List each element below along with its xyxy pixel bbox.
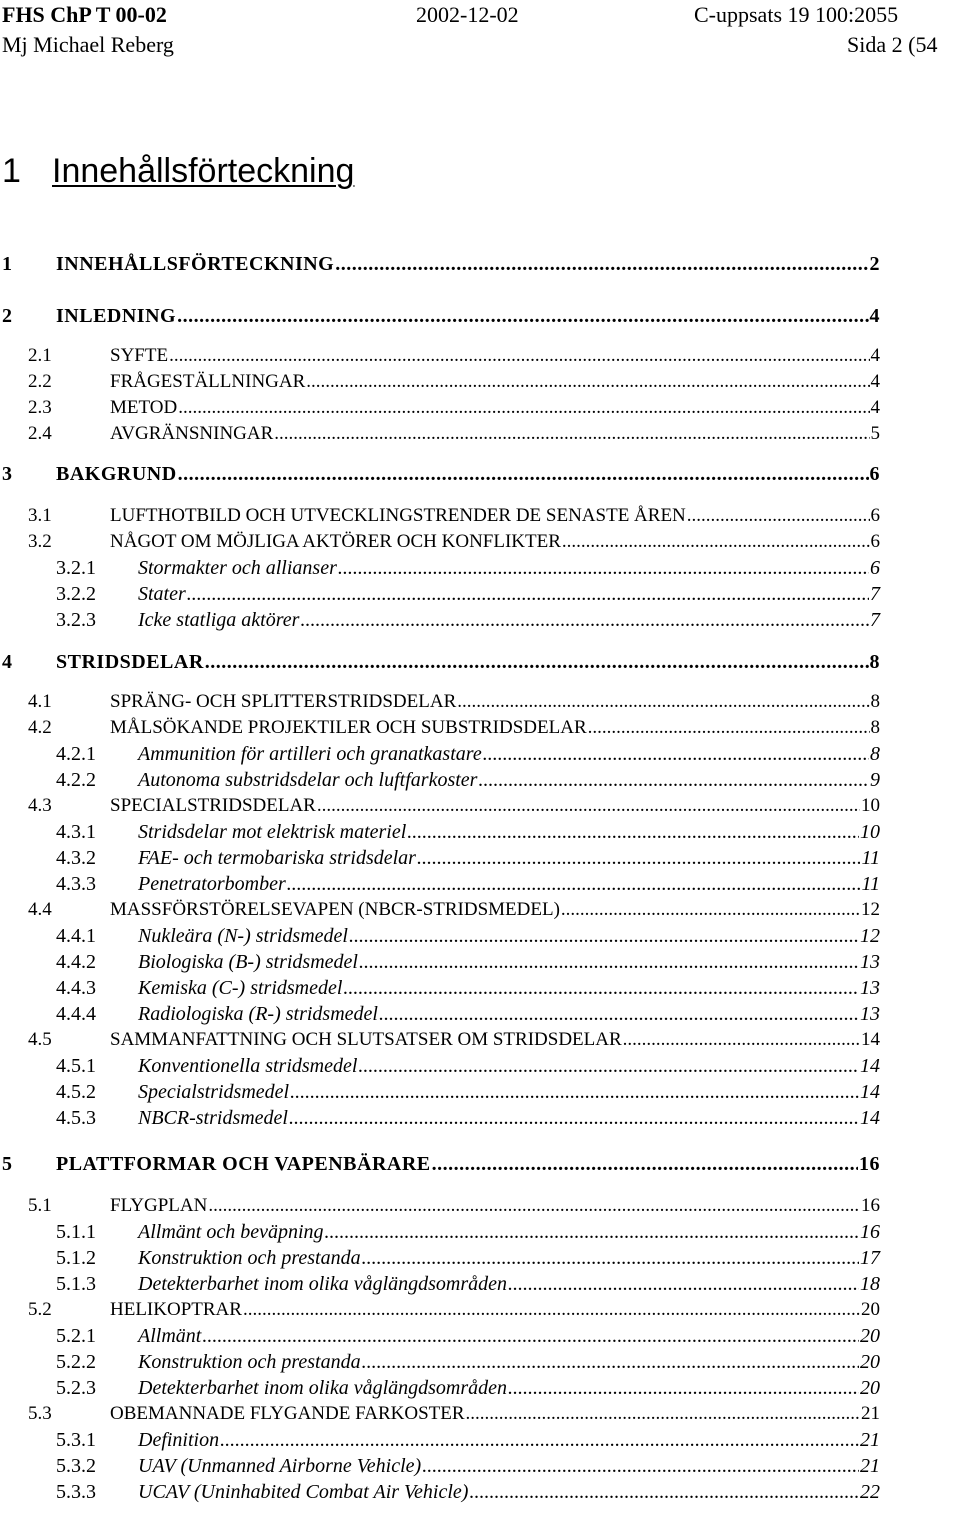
toc-entry[interactable] [0,925,960,951]
toc-entry-leader-line [110,423,880,445]
toc-entry-number: 4 [2,651,13,673]
toc-entry-title: Ammunition för artilleri och granatkastare [138,743,482,765]
toc-entry-leader-line [138,1107,880,1130]
toc-entry[interactable] [0,463,960,489]
toc-entry-page: 16 [860,1221,880,1243]
toc-entry-number: 4.1 [28,691,52,712]
toc-entry-leader-line [138,1081,880,1104]
toc-dot-leader [178,397,869,419]
toc-entry-page: 20 [861,1299,880,1320]
toc-entry-page: 14 [860,1107,880,1129]
toc-dot-leader [422,1455,859,1478]
toc-dot-leader [349,925,859,948]
page-header-line-2 [0,32,960,62]
toc-entry-title: Detekterbarhet inom olika våglängdsområden [138,1377,508,1399]
toc-entry-leader-line [110,397,880,419]
toc-entry-number: 4.3.2 [56,847,96,869]
toc-entry[interactable] [0,1107,960,1133]
toc-entry-number: 4.4.1 [56,925,96,947]
toc-entry-page: 7 [870,609,880,631]
toc-dot-leader [178,463,869,486]
toc-entry[interactable] [0,1153,960,1179]
toc-entry-leader-line [138,951,880,974]
toc-entry[interactable] [0,1403,960,1429]
toc-entry-title: INLEDNING [56,305,177,327]
toc-entry-number: 5.3.2 [56,1455,96,1477]
toc-entry-page: 8 [870,743,880,765]
toc-entry[interactable] [0,505,960,531]
toc-entry-leader-line [110,1195,880,1217]
toc-entry-leader-line [138,1377,880,1400]
toc-entry-title: Nukleära (N-) stridsmedel [138,925,348,947]
toc-entry-page: 8 [869,651,880,673]
toc-dot-leader [562,531,870,553]
toc-entry[interactable] [0,717,960,743]
toc-entry-title: BAKGRUND [56,463,177,485]
toc-entry-number: 4.3.3 [56,873,96,895]
toc-entry-number: 3.2 [28,531,52,552]
toc-entry-number: 5.1 [28,1195,52,1216]
toc-entry-page: 18 [860,1273,880,1295]
toc-dot-leader [466,1403,860,1425]
toc-entry[interactable] [0,1029,960,1055]
toc-entry-title: PLATTFORMAR OCH VAPENBÄRARE [56,1153,431,1175]
toc-entry[interactable] [0,899,960,925]
toc-entry-title: MASSFÖRSTÖRELSEVAPEN (NBCR-STRIDSMEDEL) [110,899,560,920]
toc-entry-page: 14 [860,1055,880,1077]
toc-dot-leader [407,821,859,844]
toc-entry[interactable] [0,1273,960,1299]
toc-entry-number: 4.5.1 [56,1055,96,1077]
toc-entry-page: 4 [870,397,880,418]
toc-entry-page: 22 [860,1481,880,1503]
toc-entry-number: 2.2 [28,371,52,392]
toc-entry-title: NBCR-stridsmedel [138,1107,288,1129]
toc-entry-leader-line [138,583,880,606]
toc-entry-number: 5.2.1 [56,1325,96,1347]
toc-entry-leader-line [56,1153,880,1176]
toc-entry[interactable] [0,609,960,635]
toc-entry-leader-line [138,977,880,1000]
toc-entry-page: 6 [869,463,880,485]
toc-entry[interactable] [0,1221,960,1247]
toc-dot-leader [290,1081,859,1104]
toc-dot-leader [379,1003,859,1026]
toc-entry-leader-line [110,717,880,739]
toc-entry[interactable] [0,1195,960,1221]
toc-entry-leader-line [110,531,880,553]
toc-entry-leader-line [138,1455,880,1478]
toc-entry-page: 6 [870,557,880,579]
toc-entry-page: 5 [870,423,880,444]
toc-entry-title: FAE- och termobariska stridsdelar [138,847,416,869]
page-title-text: Innehållsförteckning [52,152,355,190]
toc-entry-number: 3.2.2 [56,583,96,605]
toc-entry-title: Stridsdelar mot elektrisk materiel [138,821,407,843]
toc-entry-leader-line [138,609,880,632]
toc-entry[interactable] [0,1247,960,1273]
toc-entry-title: UAV (Unmanned Airborne Vehicle) [138,1455,422,1477]
toc-entry-leader-line [138,1003,880,1026]
toc-dot-leader [335,253,868,276]
toc-entry-title: FLYGPLAN [110,1195,208,1216]
toc-dot-leader [220,1429,859,1452]
toc-entry[interactable] [0,769,960,795]
toc-entry-number: 5.1.2 [56,1247,96,1269]
toc-entry-leader-line [138,557,880,580]
toc-entry-title: Specialstridsmedel [138,1081,290,1103]
toc-dot-leader [289,1107,859,1130]
toc-entry-title: Detekterbarhet inom olika våglängdsområden [138,1273,508,1295]
toc-entry-page: 10 [861,795,880,816]
toc-entry[interactable] [0,873,960,899]
toc-entry-page: 7 [870,583,880,605]
toc-entry[interactable] [0,847,960,873]
toc-entry[interactable] [0,1481,960,1507]
toc-entry[interactable] [0,1003,960,1029]
toc-entry-leader-line [110,371,880,393]
toc-dot-leader [343,977,859,1000]
toc-entry-title: Kemiska (C-) stridsmedel [138,977,343,999]
toc-entry-title: HELIKOPTRAR [110,1299,242,1320]
toc-entry-title: Konventionella stridsmedel [138,1055,358,1077]
toc-entry-page: 8 [870,691,880,712]
toc-entry-leader-line [56,463,880,486]
toc-dot-leader [457,691,869,713]
toc-entry-number: 4.2.1 [56,743,96,765]
toc-entry-page: 21 [860,1455,880,1477]
toc-entry[interactable] [0,1429,960,1455]
toc-entry-page: 21 [861,1403,880,1424]
toc-entry[interactable] [0,1351,960,1377]
toc-dot-leader [478,769,869,792]
toc-entry-number: 5.2.3 [56,1377,96,1399]
toc-entry-leader-line [138,1325,880,1348]
toc-entry-page: 13 [860,951,880,973]
toc-entry[interactable] [0,345,960,371]
toc-dot-leader [202,1325,859,1348]
toc-dot-leader [169,345,869,367]
toc-entry-page: 20 [860,1351,880,1373]
toc-entry-number: 5.3.1 [56,1429,96,1451]
toc-entry-page: 12 [860,925,880,947]
page-title-number: 1 [2,152,21,190]
toc-entry-number: 2.3 [28,397,52,418]
toc-entry-page: 20 [860,1377,880,1399]
toc-entry-leader-line [56,305,880,328]
toc-entry[interactable] [0,1081,960,1107]
toc-entry-page: 8 [870,717,880,738]
page-number: Sida 2 (54 [847,32,938,57]
toc-entry-number: 3.1 [28,505,52,526]
toc-entry-title: Stormakter och allianser [138,557,337,579]
toc-entry-number: 5.1.3 [56,1273,96,1295]
toc-dot-leader [623,1029,860,1051]
toc-entry-page: 10 [860,821,880,843]
toc-entry-title: LUFTHOTBILD OCH UTVECKLINGSTRENDER DE SENASTE ÅREN [110,505,686,526]
toc-entry-number: 4.3.1 [56,821,96,843]
toc-entry[interactable] [0,795,960,821]
toc-dot-leader [177,305,868,328]
toc-entry-leader-line [110,345,880,367]
page-header-line-1 [0,2,960,32]
toc-entry-page: 21 [860,1429,880,1451]
toc-entry-number: 4.4.2 [56,951,96,973]
toc-entry-leader-line [110,1299,880,1321]
toc-entry-title: NÅGOT OM MÖJLIGA AKTÖRER OCH KONFLIKTER [110,531,561,552]
toc-entry-page: 9 [870,769,880,791]
toc-dot-leader [287,873,861,896]
toc-entry-number: 4.2 [28,717,52,738]
toc-dot-leader [338,557,869,580]
toc-entry-page: 4 [869,305,880,327]
toc-entry-leader-line [110,795,880,817]
toc-entry[interactable] [0,1455,960,1481]
toc-entry-page: 17 [860,1247,880,1269]
toc-entry-number: 3.2.3 [56,609,96,631]
toc-entry-title: Definition [138,1429,220,1451]
toc-entry-leader-line [138,1429,880,1452]
toc-entry-title: Autonoma substridsdelar och luftfarkoster [138,769,478,791]
toc-entry-number: 2 [2,305,13,327]
toc-entry-title: MÅLSÖKANDE PROJEKTILER OCH SUBSTRIDSDELAR [110,717,587,738]
toc-entry-title: Allmänt [138,1325,202,1347]
toc-dot-leader [306,371,869,393]
toc-entry-page: 16 [859,1153,880,1175]
toc-entry-title: SPRÄNG- OCH SPLITTERSTRIDSDELAR [110,691,457,712]
toc-entry-page: 12 [861,899,880,920]
toc-entry-title: Biologiska (B-) stridsmedel [138,951,358,973]
toc-entry[interactable] [0,305,960,331]
toc-entry[interactable] [0,253,960,279]
toc-entry-page: 11 [861,873,880,895]
toc-dot-leader [300,609,869,632]
toc-entry-number: 5.1.1 [56,1221,96,1243]
toc-entry-number: 1 [2,253,13,275]
toc-entry-number: 5.2.2 [56,1351,96,1373]
toc-entry[interactable] [0,1299,960,1325]
toc-entry-number: 2.4 [28,423,52,444]
toc-entry-number: 5.2 [28,1299,52,1320]
toc-entry-number: 3.2.1 [56,557,96,579]
toc-dot-leader [274,423,869,445]
toc-dot-leader [561,899,860,921]
toc-entry[interactable] [0,1325,960,1351]
toc-entry-title: SPECIALSTRIDSDELAR [110,795,316,816]
toc-entry-leader-line [138,873,880,896]
toc-entry-page: 6 [870,505,880,526]
toc-entry[interactable] [0,951,960,977]
document-date: 2002-12-02 [416,2,519,27]
toc-dot-leader [417,847,861,870]
toc-entry-title: Penetratorbomber [138,873,286,895]
toc-entry-title: Radiologiska (R-) stridsmedel [138,1003,378,1025]
toc-entry-leader-line [138,1055,880,1078]
toc-entry-number: 4.5.3 [56,1107,96,1129]
toc-entry-leader-line [56,651,880,674]
toc-entry-page: 13 [860,1003,880,1025]
toc-entry[interactable] [0,691,960,717]
document-type: C-uppsats 19 100:2055 [694,2,899,27]
toc-entry-number: 4.4 [28,899,52,920]
toc-entry[interactable] [0,977,960,1003]
toc-entry-leader-line [110,1403,880,1425]
toc-dot-leader [508,1273,859,1296]
toc-entry[interactable] [0,423,960,449]
toc-entry-leader-line [110,691,880,713]
toc-dot-leader [208,1195,860,1217]
toc-entry-leader-line [110,505,880,527]
toc-entry-title: SAMMANFATTNING OCH SLUTSATSER OM STRIDSDELAR [110,1029,622,1050]
toc-entry-number: 5.3.3 [56,1481,96,1503]
toc-entry-title: AVGRÄNSNINGAR [110,423,274,444]
author-name: Mj Michael Reberg [2,32,174,57]
toc-entry-leader-line [138,847,880,870]
toc-entry-page: 4 [870,345,880,366]
toc-entry[interactable] [0,531,960,557]
toc-entry-leader-line [138,1221,880,1244]
toc-dot-leader [358,1055,859,1078]
toc-entry-number: 5.3 [28,1403,52,1424]
toc-entry-page: 11 [861,847,880,869]
toc-entry-number: 4.5 [28,1029,52,1050]
toc-entry-leader-line [138,1481,880,1504]
toc-entry-page: 13 [860,977,880,999]
toc-entry[interactable] [0,583,960,609]
toc-entry-number: 4.3 [28,795,52,816]
toc-entry-number: 3 [2,463,13,485]
toc-entry[interactable] [0,821,960,847]
toc-entry-title: Konstruktion och prestanda [138,1351,361,1373]
toc-entry[interactable] [0,557,960,583]
toc-entry-title: INNEHÅLLSFÖRTECKNING [56,253,335,275]
toc-entry-page: 6 [870,531,880,552]
toc-entry-page: 16 [861,1195,880,1216]
toc-entry-title: SYFTE [110,345,169,366]
toc-entry-number: 2.1 [28,345,52,366]
toc-entry-page: 14 [861,1029,880,1050]
toc-entry-page: 14 [860,1081,880,1103]
toc-dot-leader [432,1153,858,1176]
toc-entry-number: 4.2.2 [56,769,96,791]
toc-entry[interactable] [0,1055,960,1081]
toc-entry-title: METOD [110,397,178,418]
toc-entry-title: Konstruktion och prestanda [138,1247,361,1269]
toc-entry-leader-line [138,821,880,844]
toc-dot-leader [187,583,869,606]
toc-dot-leader [243,1299,860,1321]
toc-entry-leader-line [138,1351,880,1374]
toc-entry-title: FRÅGESTÄLLNINGAR [110,371,306,392]
toc-dot-leader [325,1221,859,1244]
toc-dot-leader [317,795,860,817]
toc-entry-leader-line [138,1273,880,1296]
toc-entry-number: 4.4.3 [56,977,96,999]
toc-entry-leader-line [56,253,880,276]
toc-dot-leader [687,505,870,527]
toc-entry-leader-line [138,1247,880,1270]
toc-entry-page: 2 [869,253,880,275]
toc-entry-title: OBEMANNADE FLYGANDE FARKOSTER [110,1403,465,1424]
toc-entry[interactable] [0,743,960,769]
toc-entry[interactable] [0,651,960,677]
toc-entry-title: UCAV (Uninhabited Combat Air Vehicle) [138,1481,469,1503]
toc-dot-leader [362,1351,859,1374]
toc-entry[interactable] [0,397,960,423]
toc-dot-leader [469,1481,859,1504]
toc-dot-leader [508,1377,859,1400]
toc-dot-leader [588,717,870,739]
toc-entry-page: 4 [870,371,880,392]
toc-entry-leader-line [138,769,880,792]
document-id: FHS ChP T 00-02 [2,2,167,27]
toc-entry-page: 20 [860,1325,880,1347]
toc-entry-leader-line [110,899,880,921]
toc-entry-title: Allmänt och beväpning [138,1221,324,1243]
toc-entry-number: 4.5.2 [56,1081,96,1103]
toc-entry[interactable] [0,1377,960,1403]
toc-entry-leader-line [138,743,880,766]
toc-dot-leader [362,1247,859,1270]
toc-entry-title: STRIDSDELAR [56,651,204,673]
toc-dot-leader [205,651,869,674]
toc-entry-leader-line [138,925,880,948]
toc-entry[interactable] [0,371,960,397]
toc-entry-title: Icke statliga aktörer [138,609,300,631]
toc-entry-number: 4.4.4 [56,1003,96,1025]
toc-dot-leader [359,951,859,974]
toc-entry-title: Stater [138,583,186,605]
toc-dot-leader [483,743,869,766]
toc-entry-number: 5 [2,1153,13,1175]
toc-entry-leader-line [110,1029,880,1051]
